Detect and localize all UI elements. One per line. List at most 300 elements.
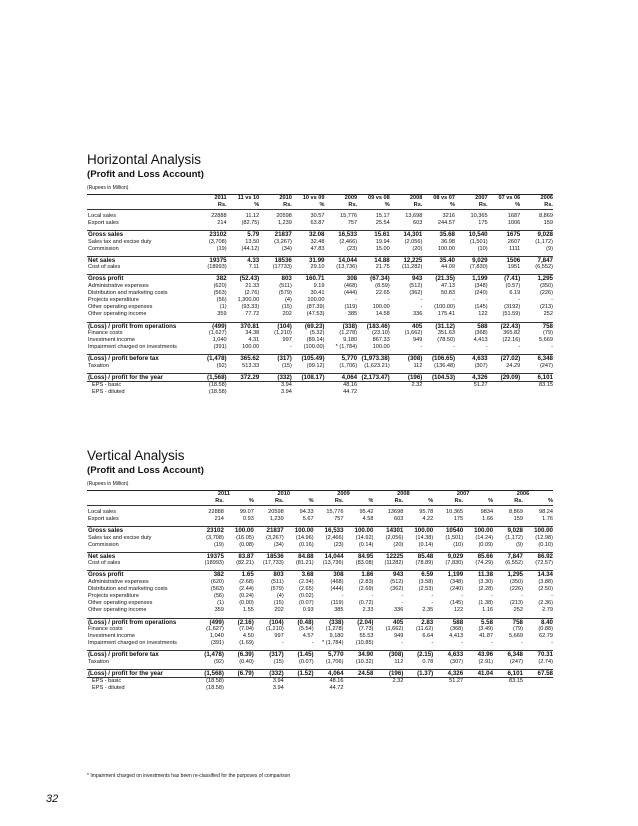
row-value: 48.16 [343,382,358,389]
row-value: (81.21) [295,560,314,567]
column-header: 11 vs 10 [237,195,260,201]
row-value: (4) [285,297,292,304]
row-value: (1,172) [505,534,523,541]
row-value: 1.16 [482,607,494,614]
row-value: (82.21) [236,560,254,567]
table-row [87,363,553,370]
row-value: (620) [210,578,224,585]
row-value: 0.93 [302,607,314,614]
row-value: (14.24) [475,534,494,541]
row-value: (12.98) [535,534,553,541]
row-value: 1.66 [482,516,494,523]
row-value: - [491,640,494,647]
row-value: (29.09) [488,373,521,381]
row-value: 365.62 [227,355,260,363]
row-value: - [521,640,523,647]
row-value: 14301 [373,527,403,535]
row-value: 41.87 [479,633,494,640]
row-value: 100.00 [372,344,390,351]
row-value [403,685,433,692]
row-value: (2.36) [538,600,553,607]
row-value: (240) [450,585,464,592]
row-value: (3.88) [538,578,553,585]
table-row [87,257,553,265]
row-value: (1) [219,304,227,311]
row-value: 122 [453,607,464,614]
column-header: % [523,498,553,506]
row-value: 385 [334,607,344,614]
column-header: Rs. [194,202,227,210]
horizontal-subtitle: (Profit and Loss Account) [87,169,204,180]
row-label: Export sales [88,516,119,523]
row-value: 2.32 [411,382,423,389]
row-value: 1,300.00 [237,297,260,304]
table-row [87,678,553,686]
row-value: 100.00 [437,245,455,252]
row-value: (4) [276,593,284,600]
row-label: EPS - basic [92,678,122,685]
row-value: 0.78 [422,658,434,665]
row-value [463,678,493,686]
row-value: (5.32) [309,329,325,336]
row-value: (1,706) [339,362,358,369]
row-value: (18.58) [208,389,227,396]
row-label: Local sales [88,509,116,515]
row-value: 9.19 [313,282,325,289]
row-value: 1006 [507,220,521,227]
row-value: (14.92) [355,534,374,541]
row-value: 21.33 [245,282,260,289]
row-value: 2.35 [422,607,434,614]
row-value: (2.53) [418,585,434,592]
row-value: 21837 [254,527,284,535]
table-row [87,382,553,390]
column-header: 2009 [344,195,358,201]
row-value: 351.63 [437,329,455,336]
row-value: 100.00 [372,304,390,311]
row-value: (100.00) [303,344,325,351]
row-value: (2.28) [478,585,494,592]
row-value: 21837 [259,231,292,239]
row-label: Export sales [88,220,119,227]
column-header: % [463,498,493,506]
row-value: (13,736) [322,560,344,567]
row-label: EPS - diluted [92,685,125,692]
row-value: 11.12 [245,213,260,219]
row-value: (2.44) [239,585,254,592]
row-value: 5,669 [539,337,553,344]
row-value: 44.09 [441,264,455,271]
row-value: (34) [273,541,284,548]
row-value: - [420,297,423,304]
row-value: (119) [330,600,344,607]
table-row [87,246,553,253]
row-value: (14.38) [415,534,434,541]
row-value: 943 [373,571,403,579]
row-value: (620) [213,282,227,289]
row-value: (21.35) [422,275,455,283]
row-value: (93.33) [241,304,260,311]
row-value: (9) [546,245,553,252]
row-value: (308) [373,651,403,659]
row-value: (51.59) [502,311,521,318]
row-value: 252 [513,607,523,614]
row-value: - [551,640,553,647]
row-value: 24.29 [506,362,521,369]
row-value: 51.27 [449,678,464,685]
row-value: (6,552) [505,560,523,567]
column-header: % [227,202,260,210]
row-value: 3216 [442,213,455,219]
row-value: (34) [281,245,292,252]
row-value: 47.83 [310,245,325,252]
row-value: (99.12) [306,362,325,369]
row-value: (350) [509,578,523,585]
row-value: 8,869 [508,509,523,515]
header-row [87,498,553,506]
row-value: 10,365 [446,509,464,515]
row-value: - [281,640,284,647]
row-value: 1.55 [242,607,254,614]
row-value: 7.11 [248,264,260,271]
row-label: Finance costs [88,625,123,632]
row-value: 32.08 [292,231,325,239]
row-value: (6,552) [535,264,553,271]
table-row [87,607,553,614]
row-value: (0.09) [478,541,494,548]
row-value: (0.48) [284,618,314,626]
row-value: (15) [273,600,284,607]
row-value: (15) [281,304,292,311]
row-value: (79) [543,329,553,336]
row-value: (213) [539,304,553,311]
table-row [87,213,553,220]
column-header: Rs. [493,498,523,506]
row-value: 100.00 [344,527,374,535]
row-value: 757 [334,516,344,523]
row-value: 98.24 [539,509,553,515]
row-value: (0.72) [358,600,374,607]
row-value: (108.17) [292,373,325,381]
row-value: 159 [543,220,553,227]
row-value: (0.24) [239,593,254,600]
row-value: (69.23) [292,322,325,330]
row-value: (19) [216,245,227,252]
row-value: (1,501) [445,534,464,541]
row-value: (7.04) [239,625,254,632]
row-value: (23) [347,245,358,252]
row-value [403,678,433,686]
year-header: 2011 [217,491,230,497]
row-value: 2.79 [542,607,553,614]
row-value: 867.33 [372,337,390,344]
row-value: - [491,593,494,600]
row-value: (11.62) [415,625,434,632]
row-value: 62.79 [539,633,553,640]
row-value: 18536 [254,553,284,561]
row-value: (10.32) [355,658,374,665]
row-value: (196) [390,373,423,381]
row-value: (2,466) [339,238,358,245]
row-value: (18.58) [206,678,224,685]
row-value: (16.05) [236,534,254,541]
row-value: 35.40 [422,257,455,265]
row-value [284,678,314,686]
table-row [87,304,553,311]
vertical-analysis-section [87,448,553,692]
row-label: Impairment charged on investments [88,344,177,351]
row-value: 1111 [509,245,521,252]
table-row [87,593,553,600]
row-value: 44.72 [329,685,344,692]
row-label: Projects expenditure [88,593,139,600]
row-value [433,685,463,692]
row-value: (226) [539,289,553,296]
row-label: Finance costs [88,329,123,336]
row-value: 372.29 [227,373,260,381]
row-label: Other operating income [88,607,147,614]
row-value [488,382,521,390]
row-label: (Loss) / profit for the year [87,669,194,677]
row-value: (2.74) [538,658,553,665]
row-value: 13.50 [245,238,260,245]
row-value: (1) [217,600,224,607]
row-value: - [551,593,553,600]
row-value: (2.76) [244,289,260,296]
row-label: Distribution and marketing costs [88,585,168,592]
row-label: Administrative expenses [88,578,149,585]
column-header: 10 vs 09 [302,195,325,201]
row-value: 4.50 [242,633,254,640]
row-value: 67.58 [523,669,553,677]
row-value: 36.98 [441,238,455,245]
row-value: 21.75 [375,264,390,271]
table-row [87,344,553,351]
row-value: (2.50) [538,585,553,592]
column-header: Rs. [259,202,292,210]
row-value [463,685,493,692]
horizontal-analysis-section [87,152,553,396]
row-value: (579) [278,289,292,296]
year-header: 2006 [516,491,530,497]
row-label: Other operating income [88,311,147,318]
row-value: (3.30) [478,578,494,585]
row-value: 5,770 [325,355,358,363]
table-row [87,669,553,677]
row-value: 1.76 [542,516,553,523]
row-value: - [290,344,292,351]
row-value: (2,466) [325,534,344,541]
row-value: 336 [413,311,423,318]
row-value: 15,776 [326,509,344,515]
row-value: 603 [413,220,423,227]
row-value: (82.75) [241,220,260,227]
row-value: (499) [194,618,224,626]
row-value: 359 [217,311,227,318]
row-label: Net sales [87,553,194,561]
header-row-years [87,491,553,498]
vertical-table [87,491,553,692]
column-header: 2006 [540,195,553,201]
row-label: Investment income [88,337,135,344]
row-value: (2,056) [404,238,423,245]
row-value: 9,028 [493,527,523,535]
row-value: 758 [520,322,553,330]
row-value: (5.54) [299,625,314,632]
row-value: (104) [259,322,292,330]
row-value: 95.78 [419,509,434,515]
column-header: 09 vs 08 [367,195,390,201]
row-value: 14.88 [357,257,390,265]
row-value: 100.00 [403,527,433,535]
row-value: 13698 [387,509,404,515]
row-value: (105.49) [292,355,325,363]
row-value: 3.94 [280,389,292,396]
row-value: 50.83 [441,289,455,296]
table-row [87,560,553,567]
row-value: 35.68 [422,231,455,239]
horizontal-units: (Rupees in Million) [87,185,129,191]
row-value: (499) [194,322,227,330]
row-value: 15.00 [375,245,390,252]
column-header: Rs. [455,202,488,210]
row-value: 1.65 [224,571,254,579]
row-value: - [485,297,488,304]
column-header: Rs. [373,498,403,506]
row-value: 588 [455,322,488,330]
row-label: Distribution and marketing costs [88,289,168,296]
row-value: 382 [194,571,224,579]
table-row [87,535,553,542]
row-value: 949 [413,337,423,344]
table-row [87,571,553,579]
row-value: 100.00 [463,527,493,535]
row-value: 175 [478,220,488,227]
table-row [87,239,553,246]
row-value: 25.54 [375,220,390,227]
row-label: Gross profit [87,571,194,579]
row-value: 8,869 [539,213,553,219]
row-value: (1,568) [194,669,224,677]
row-value: (1,973.38) [357,355,390,363]
vertical-subtitle: (Profit and Loss Account) [87,465,204,476]
header-row [87,195,553,202]
row-value: (2.65) [299,585,314,592]
row-value [523,678,553,686]
row-value: 5.67 [302,516,314,523]
table-row [87,579,553,586]
header-blank [87,498,194,506]
row-value [292,389,325,396]
row-value [390,389,423,396]
row-label: Cost of sales [88,264,121,271]
row-value: 19.94 [375,238,390,245]
row-value: - [551,297,553,304]
row-value: 19375 [194,257,227,265]
row-value: (1,627) [208,329,227,336]
row-value: 4.33 [227,257,260,265]
row-value: 1,040 [212,337,227,344]
row-value: (1,706) [325,658,344,665]
row-value: (317) [259,355,292,363]
row-value: (18993) [207,264,227,271]
row-value: 112 [394,658,404,665]
row-label: Gross sales [87,527,194,535]
column-header: Rs. [254,498,284,506]
table-row [87,586,553,593]
row-value: (563) [210,585,224,592]
row-value: (0.00) [239,600,254,607]
row-value: (56) [216,297,227,304]
row-value: (2,056) [385,534,404,541]
row-value: (6.79) [224,669,254,677]
row-value: (104) [254,618,284,626]
row-value: 308 [325,275,358,283]
row-value: (1,662) [404,329,423,336]
table-row [87,553,553,561]
row-value: (20) [412,245,423,252]
row-value: 83.87 [224,553,254,561]
row-value: 7,847 [493,553,523,561]
row-value: 63.87 [310,220,325,227]
row-value: 1,295 [520,275,553,283]
row-value: (3,708) [206,534,224,541]
row-value: 4,326 [433,669,463,677]
row-value: 5.58 [463,618,493,626]
row-value: (511) [279,282,292,289]
row-value: - [311,640,314,647]
row-value [520,389,553,396]
table-row [87,220,553,227]
table-row [87,659,553,666]
row-value: 85.66 [463,553,493,561]
row-value: (10) [477,245,488,252]
row-value: (23.10) [372,329,390,336]
row-value: 1,239 [269,516,284,523]
row-value: 15,776 [340,213,358,219]
row-label: Gross sales [87,231,194,239]
row-value: 214 [214,516,224,523]
row-value: (18.58) [208,382,227,389]
row-value: 0.93 [242,516,254,523]
row-value: 1,295 [493,571,523,579]
header-blank [87,195,194,202]
table-row [87,330,553,337]
row-value: (1,627) [206,625,224,632]
row-value: 9,029 [433,553,463,561]
row-value: (0.08) [239,541,254,548]
column-header: Rs. [390,202,423,210]
column-header: 08 vs 07 [433,195,455,201]
row-value: (1,278) [339,329,358,336]
row-value: 803 [254,571,284,579]
row-value: 51.27 [473,382,488,389]
row-value: 16,533 [314,527,344,535]
row-value: (17733) [272,264,292,271]
row-value: (213) [509,600,523,607]
column-header: % [344,498,374,506]
row-value: 336 [394,607,404,614]
row-value: - [431,640,434,647]
row-value: (3.49) [478,625,494,632]
row-value: (2.69) [358,585,374,592]
row-value: (247) [539,362,553,369]
row-value: 1,199 [433,571,463,579]
row-value: 6.59 [403,571,433,579]
row-value: (1,478) [194,355,227,363]
row-value: 86.92 [523,553,553,561]
row-value: - [401,593,404,600]
